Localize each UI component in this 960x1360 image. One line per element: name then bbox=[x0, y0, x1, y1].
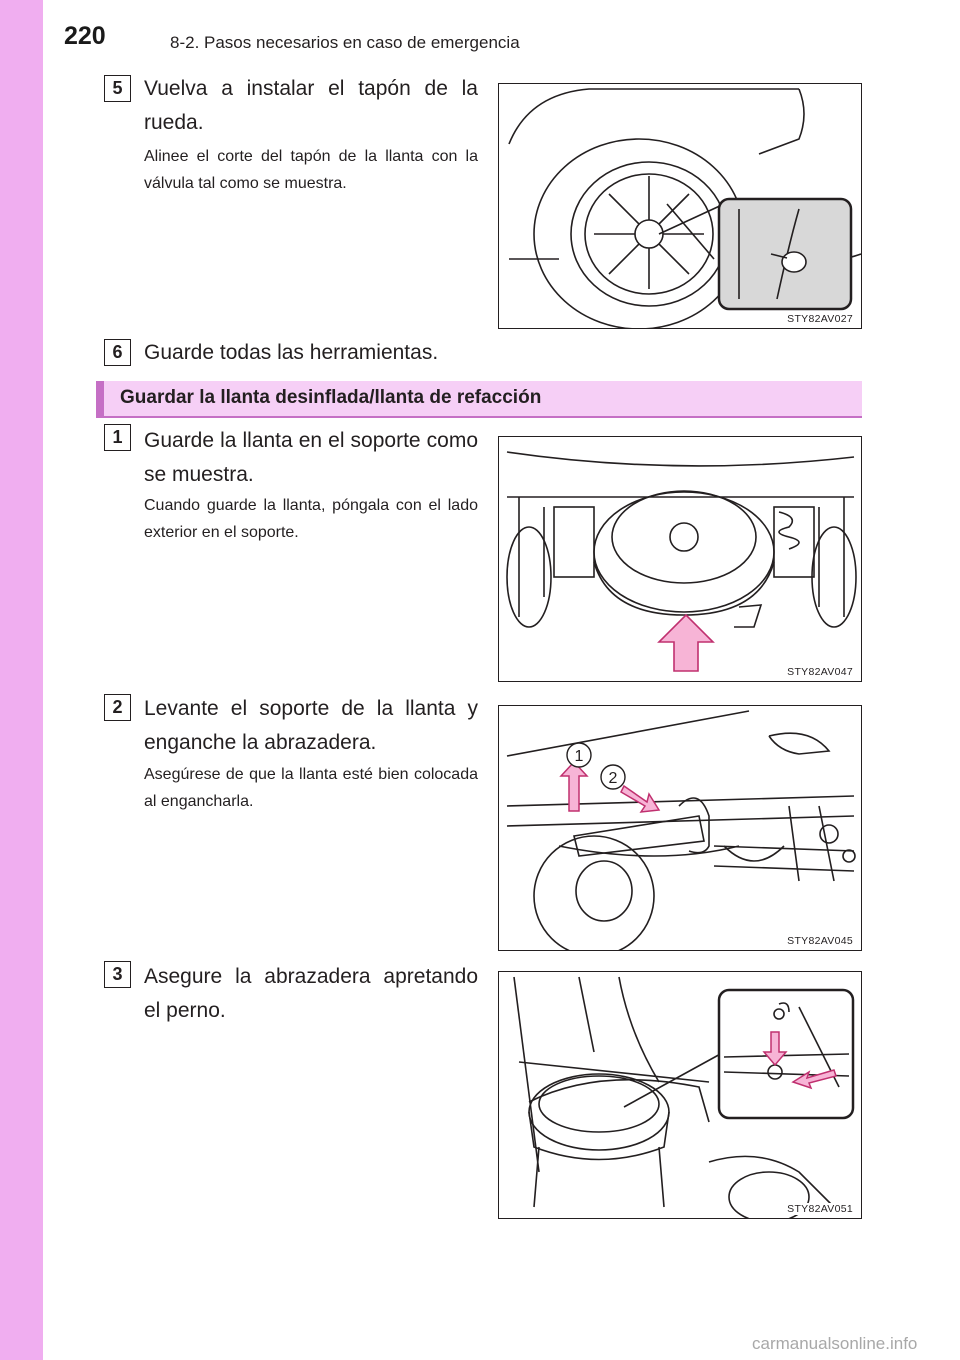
section-header bbox=[96, 381, 862, 418]
section-step-1-note: Cuando guarde la llanta, póngala con el lado exterior en el soporte. bbox=[144, 497, 478, 541]
page-number: 220 bbox=[64, 22, 106, 50]
step-badge-1: 1 bbox=[104, 424, 131, 451]
figure-carrier-hook bbox=[498, 705, 862, 951]
chapter-title: 8-2. Pasos necesarios en caso de emergencia bbox=[170, 33, 520, 52]
figure-bolt-tightening bbox=[498, 971, 862, 1219]
step-badge-6: 6 bbox=[104, 339, 131, 366]
step-badge-2: 2 bbox=[104, 694, 131, 721]
watermark: carmanualsonline.info bbox=[752, 1334, 918, 1353]
step-badge-3: 3 bbox=[104, 961, 131, 988]
callout-2-label: 2 bbox=[608, 770, 618, 787]
upward-arrow-icon bbox=[659, 615, 713, 671]
side-tab-strip bbox=[0, 0, 43, 1360]
figure-wheel-cap bbox=[498, 83, 862, 329]
section-step-1-heading: Guarde la llanta en el soporte como se muestra. bbox=[144, 429, 478, 486]
bolt-tightening-illustration bbox=[499, 972, 862, 1219]
wheel-cap-illustration bbox=[499, 84, 862, 329]
tire-placement-illustration bbox=[499, 437, 862, 682]
hook-arrow-icon bbox=[621, 786, 659, 812]
section-title: Guardar la llanta desinflada/llanta de refacción bbox=[120, 387, 542, 408]
callout-1-label: 1 bbox=[574, 748, 584, 765]
section-step-2-note: Asegúrese de que la llanta esté bien colocada al engancharla. bbox=[144, 766, 478, 810]
step-badge-5: 5 bbox=[104, 75, 131, 102]
step-6-heading: Guarde todas las herramientas. bbox=[144, 341, 439, 364]
figure-code: STY82AV027 bbox=[787, 313, 853, 325]
step-5-note: Alinee el corte del tapón de la llanta con la válvula tal como se muestra. bbox=[144, 148, 478, 192]
figure-tire-placement bbox=[498, 436, 862, 682]
figure-code: STY82AV047 bbox=[787, 666, 853, 678]
carrier-hook-illustration bbox=[499, 706, 862, 951]
figure-code: STY82AV051 bbox=[787, 1203, 853, 1215]
step-5-heading: Vuelva a instalar el tapón de la rueda. bbox=[144, 77, 478, 134]
section-step-3-heading: Asegure la abrazadera apretando el perno. bbox=[144, 965, 478, 1022]
figure-code: STY82AV045 bbox=[787, 935, 853, 947]
section-step-2-heading: Levante el soporte de la llanta y enganche la abrazadera. bbox=[144, 697, 478, 754]
